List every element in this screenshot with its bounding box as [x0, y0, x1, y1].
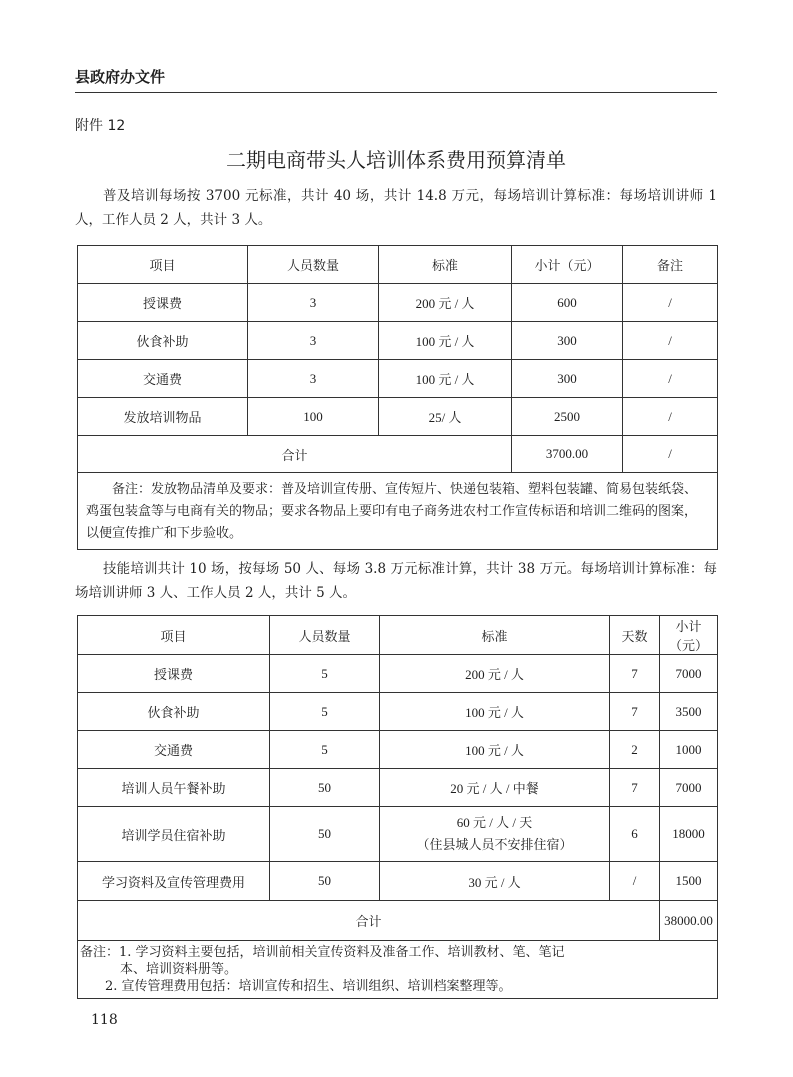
table-cell: 100	[248, 398, 379, 436]
header-cell: 人员数量	[270, 616, 380, 655]
header-cell: 小计（元）	[660, 616, 718, 655]
table-cell	[380, 807, 610, 862]
table-cell: 2	[610, 731, 660, 769]
table-cell: 25/ 人	[379, 398, 512, 436]
page-title: 二期电商带头人培训体系费用预算清单	[226, 148, 566, 172]
table-cell: /	[623, 398, 718, 436]
table-note	[78, 941, 718, 999]
table-cell: 600	[512, 284, 623, 322]
table-cell: 7	[610, 769, 660, 807]
header-cell: 标准	[380, 616, 610, 655]
table-cell: 7	[610, 693, 660, 731]
table-note: 备注：发放物品清单及要求：普及培训宣传册、宣传短片、快递包装箱、塑料包装罐、简易包装纸袋、鸡蛋包装盒等与电商有关的物品；要求各物品上要印有电子商务进农村工作宣传标语和培训二维码的图案，以便宣传推广和下步验收。	[78, 473, 718, 550]
table-header-row	[78, 616, 718, 655]
header-cell: 小计（元）	[512, 246, 623, 284]
table-cell: 200 元 / 人	[379, 284, 512, 322]
table-cell: 3	[248, 284, 379, 322]
table-row	[78, 731, 718, 769]
table-cell: 200 元 / 人	[380, 655, 610, 693]
table-cell: 50	[270, 807, 380, 862]
document-header: 县政府办文件	[75, 68, 166, 86]
table-cell: 3500	[660, 693, 718, 731]
table-cell: 伙食补助	[78, 322, 248, 360]
table-cell: 100 元 / 人	[379, 360, 512, 398]
table-cell: 授课费	[78, 655, 270, 693]
table-cell: 交通费	[78, 360, 248, 398]
intro-paragraph-2: 技能培训共计 10 场，按每场 50 人、每场 3.8 万元标准计算，共计 38 万元。每场培训计算标准：每场培训讲师 3 人、工作人员 2 人，共计 5 人。	[75, 561, 717, 601]
attachment-label: 附件 12	[75, 118, 126, 134]
table-row	[78, 769, 718, 807]
table-cell: 2500	[512, 398, 623, 436]
table-cell: 20 元 / 人 / 中餐	[380, 769, 610, 807]
total-row	[78, 901, 718, 941]
intro-paragraph-1: 普及培训每场按 3700 元标准，共计 40 场，共计 14.8 万元，每场培训计算标准：每场培训讲师 1 人，工作人员 2 人，共计 3 人。	[75, 188, 717, 228]
table-cell: /	[623, 360, 718, 398]
header-cell: 项目	[78, 616, 270, 655]
total-value: 3700.00	[512, 436, 623, 473]
table-cell: 授课费	[78, 284, 248, 322]
table-row	[78, 322, 718, 360]
table-cell: 30 元 / 人	[380, 862, 610, 901]
header-cell: 标准	[379, 246, 512, 284]
total-remark: /	[623, 436, 718, 473]
note-line-2: 本、培训资料册等。	[120, 962, 238, 977]
table-cell: 1000	[660, 731, 718, 769]
budget-table-2	[77, 615, 718, 999]
table-row	[78, 360, 718, 398]
table-cell: 100 元 / 人	[380, 693, 610, 731]
table-cell: 7000	[660, 769, 718, 807]
table-row	[78, 862, 718, 901]
table-cell: 50	[270, 862, 380, 901]
header-cell: 项目	[78, 246, 248, 284]
header-cell: 备注	[623, 246, 718, 284]
table-row	[78, 398, 718, 436]
table-cell: /	[623, 284, 718, 322]
table-cell: 300	[512, 360, 623, 398]
standard-line-2: （住县城人员不安排住宿）	[416, 837, 573, 852]
table-cell: 50	[270, 769, 380, 807]
note-row	[78, 941, 718, 999]
table-cell: 100 元 / 人	[380, 731, 610, 769]
note-line-1: 备注：1. 学习资料主要包括，培训前相关宣传资料及准备工作、培训教材、笔、笔记	[80, 945, 565, 960]
table-row	[78, 655, 718, 693]
page-number: 118	[91, 1012, 118, 1028]
table-cell: 3	[248, 322, 379, 360]
note-row	[78, 473, 718, 550]
total-label: 合计	[78, 901, 660, 941]
table-row	[78, 284, 718, 322]
table-cell: 发放培训物品	[78, 398, 248, 436]
table-header-row	[78, 246, 718, 284]
table-row	[78, 693, 718, 731]
budget-table-1	[77, 245, 718, 550]
standard-line-1: 60 元 / 人 / 天	[456, 815, 533, 830]
table-cell: 7000	[660, 655, 718, 693]
table-cell: 5	[270, 693, 380, 731]
table-cell: 学习资料及宣传管理费用	[78, 862, 270, 901]
note-line-3: 2. 宣传管理费用包括：培训宣传和招生、培训组织、培训档案整理等。	[105, 979, 512, 994]
table-cell: 5	[270, 655, 380, 693]
table-cell: 培训人员午餐补助	[78, 769, 270, 807]
table-cell: 培训学员住宿补助	[78, 807, 270, 862]
table-cell: 6	[610, 807, 660, 862]
table-cell: 交通费	[78, 731, 270, 769]
table-cell: 300	[512, 322, 623, 360]
total-label: 合计	[78, 436, 512, 473]
table-cell: 3	[248, 360, 379, 398]
table-cell: 18000	[660, 807, 718, 862]
header-cell: 天数	[610, 616, 660, 655]
table-cell: /	[623, 322, 718, 360]
header-divider	[75, 92, 717, 93]
table-cell: 1500	[660, 862, 718, 901]
table-cell: 5	[270, 731, 380, 769]
table-cell: 100 元 / 人	[379, 322, 512, 360]
table-cell: 7	[610, 655, 660, 693]
table-cell: 伙食补助	[78, 693, 270, 731]
table-row	[78, 807, 718, 862]
header-cell: 人员数量	[248, 246, 379, 284]
table-cell: /	[610, 862, 660, 901]
total-value: 38000.00	[660, 901, 718, 941]
total-row	[78, 436, 718, 473]
